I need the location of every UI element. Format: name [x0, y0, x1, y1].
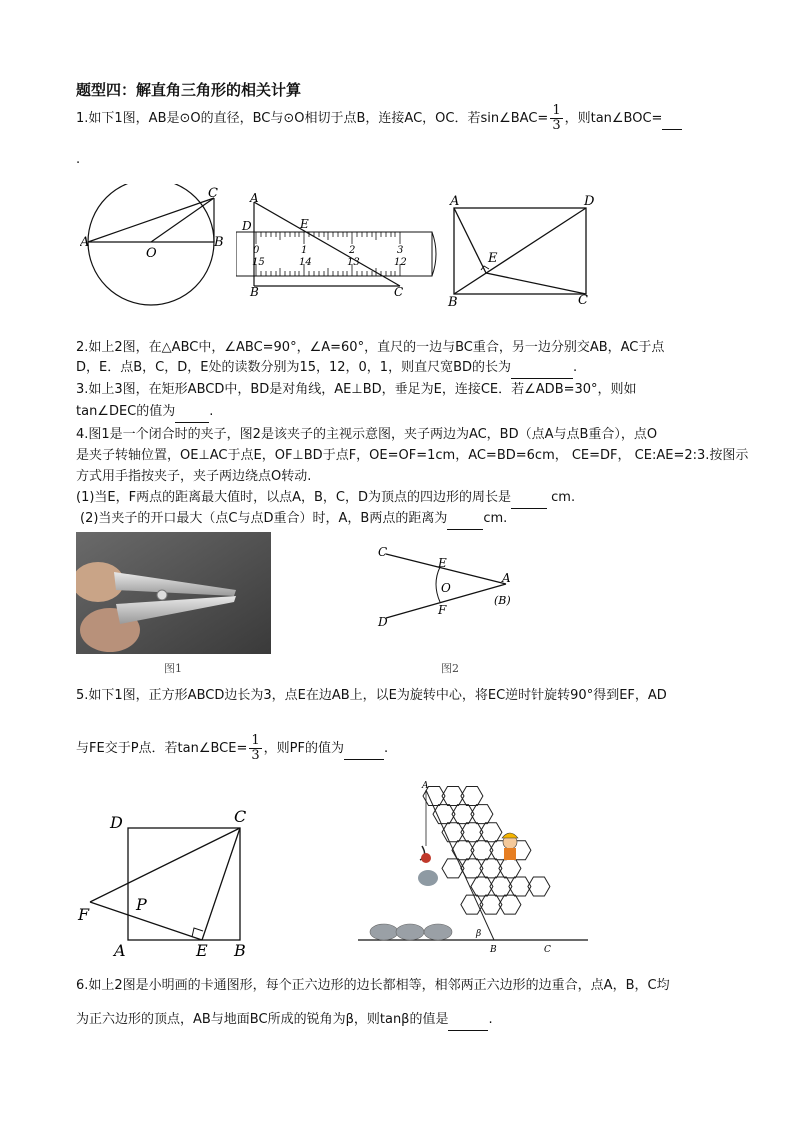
svg-text:15: 15 [252, 257, 265, 268]
figure-ruler [236, 190, 442, 298]
question-5: 5.如下1图，正方形ABCD边长为3，点E在边AB上，以E为旋转中心，将EC逆时针旋转90°得到EF，AD [76, 688, 667, 703]
q4-2-answer-blank[interactable] [447, 509, 483, 530]
label-b: B [448, 295, 458, 310]
label-c: C [394, 285, 404, 298]
question-6: 6.如上2图是小明画的卡通图形，每个正六边形的边长都相等，相邻两正六边形的边重合，点A，B，C均 [76, 978, 670, 993]
label-b: B [490, 945, 497, 955]
q1-fraction: $\frac{1}{3}$ [552, 103, 561, 133]
caption-figure-1: 图1 [164, 662, 182, 675]
question-2-line2: D，E．点B，C，D，E处的读数分别为15，12，0，1，则直尺宽BD的长为 . [76, 358, 577, 379]
question-4: 4.图1是一个闭合时的夹子，图2是该夹子的主视示意图，夹子两边为AC，BD（点A与点B重合），点O [76, 427, 658, 442]
q2-answer-blank[interactable] [511, 358, 573, 379]
caption-figure-2: 图2 [441, 662, 459, 675]
label-p: P [136, 895, 147, 914]
hexagon-grid [423, 787, 550, 915]
question-4-part2: (2)当夹子的开口最大（点C与点D重合）时，A，B两点的距离为 cm. [80, 509, 507, 530]
question-4-line2: 是夹子转轴位置，OE⊥AC于点E，OF⊥BD于点F，OE=OF=1cm，AC=BD=6cm， CE=DF， CE:AE=2:3.按图示 [76, 448, 749, 463]
figure-rectangle [444, 190, 604, 310]
q1-text-b: ，则tan∠BOC= [564, 111, 663, 126]
label-d: D [584, 194, 595, 209]
svg-text:0: 0 [253, 245, 260, 256]
label-b: B [234, 941, 246, 960]
label-o: O [146, 246, 157, 261]
label-a: A [80, 235, 90, 250]
question-5-line2: 与FE交于P点．若tan∠BCE= $\frac{1}{3}$ ，则PF的值为 . [76, 733, 389, 763]
q6-answer-blank[interactable] [448, 1010, 488, 1031]
figure-hexagons [358, 776, 590, 960]
label-c: C [378, 545, 388, 559]
question-4-part1: (1)当E，F两点的距离最大值时，以点A，B，C，D为顶点的四边形的周长是 cm. [76, 488, 575, 509]
label-f: F [438, 603, 447, 617]
label-c: C [234, 807, 247, 826]
q5-fraction: $\frac{1}{3}$ [251, 733, 260, 763]
label-a: A [250, 191, 259, 205]
figure-clip-diagram [374, 542, 524, 634]
svg-text:3: 3 [397, 245, 404, 256]
clip-photo-drawing [76, 532, 271, 654]
question-1 [76, 104, 682, 133]
q3-answer-blank[interactable] [175, 402, 209, 423]
question-2: 2.如上2图，在△ABC中，∠ABC=90°，∠A=60°，直尺的一边与BC重合，另一边分别交AB，AC于点 [76, 340, 665, 355]
label-o: O [441, 581, 451, 595]
svg-text:14: 14 [299, 257, 312, 268]
q5-answer-blank[interactable] [344, 739, 384, 760]
label-c: C [544, 945, 551, 955]
q4-1-answer-blank[interactable] [511, 488, 547, 509]
label-c: C [578, 293, 588, 308]
svg-text:13: 13 [347, 257, 360, 268]
question-6-line2: 为正六边形的顶点，AB与地面BC所成的锐角为β，则tanβ的值是 . [76, 1010, 493, 1031]
section-title: 题型四：解直角三角形的相关计算 [76, 81, 302, 99]
question-4-line3: 方式用手指按夹子，夹子两边绕点O转动. [76, 469, 312, 484]
label-d: D [378, 615, 388, 629]
label-b: B [250, 285, 259, 298]
label-e: E [196, 941, 208, 960]
svg-text:1: 1 [301, 245, 308, 256]
label-b: B [214, 235, 224, 250]
label-beta: β [476, 929, 482, 939]
label-e: E [438, 556, 447, 570]
figure-circle [80, 184, 230, 312]
label-a: A [450, 194, 460, 209]
label-a: A [114, 941, 126, 960]
svg-text:12: 12 [394, 257, 407, 268]
label-a: A [502, 571, 511, 585]
label-e: E [300, 217, 309, 231]
label-a: A [422, 781, 429, 791]
label-e: E [488, 251, 498, 266]
q1-answer-blank[interactable] [662, 109, 682, 130]
label-c: C [208, 186, 218, 201]
q1-period: . [76, 152, 81, 167]
label-d: D [110, 813, 123, 832]
label-d: D [242, 219, 252, 233]
question-3-line2: tan∠DEC的值为 . [76, 402, 213, 423]
q1-text: 1.如下1图，AB是⊙O的直径，BC与⊙O相切于点B，连接AC，OC．若sin∠BAC= [76, 111, 549, 126]
clip-photo [76, 532, 271, 654]
svg-text:2: 2 [349, 245, 356, 256]
label-b: (B) [494, 594, 511, 607]
label-f: F [78, 905, 90, 924]
question-3: 3.如上3图，在矩形ABCD中，BD是对角线，AE⊥BD，垂足为E，连接CE．若∠ADB=30°，则如 [76, 382, 637, 397]
figure-square [76, 804, 266, 964]
